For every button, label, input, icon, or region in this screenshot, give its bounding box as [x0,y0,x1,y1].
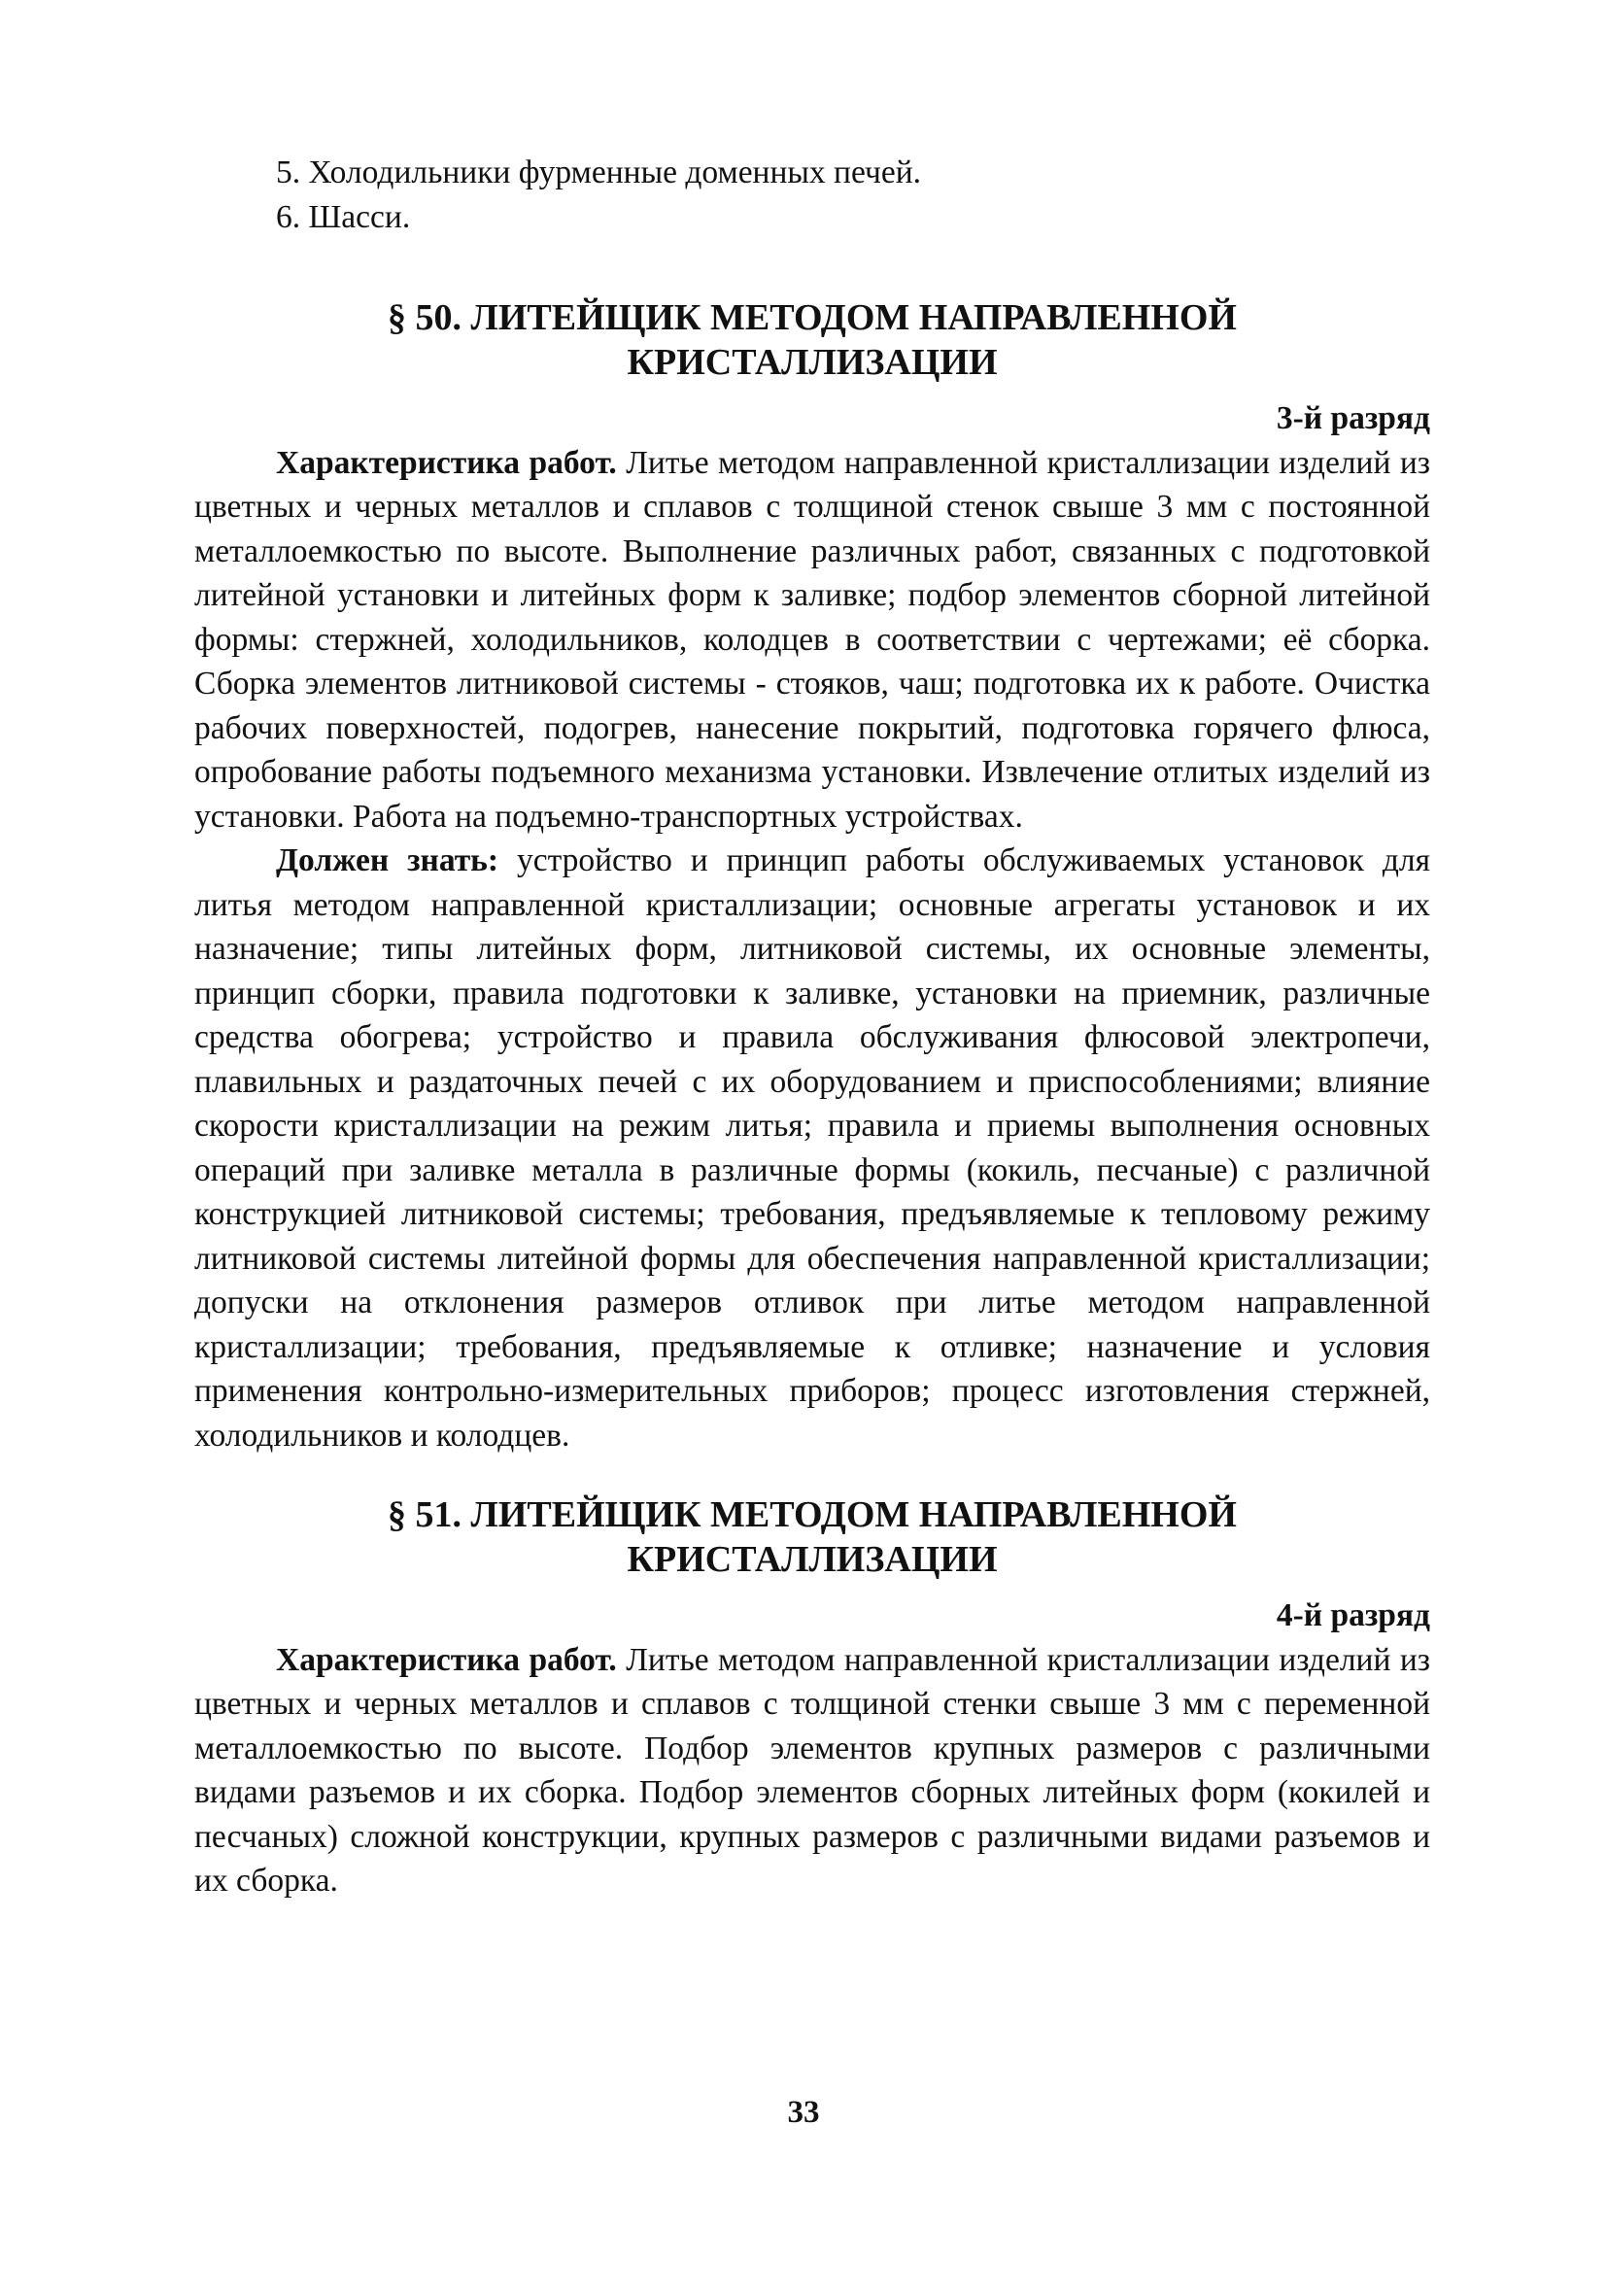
characteristics-text: Литье методом направленной кристаллизации изделий из цветных и черных металлов и сплавов с толщиной стенок свыше 3 мм с постоянной металлоемкостью по высоте. Выполнение различных работ, связанных с подготовкой литейной установки и литейных форм к заливке; подбор элементов сборной литейной формы: стержней, холодильников, колодцев в соответствии с чертежами; её сборка. Сборка элементов литниковой системы - стояков, чаш; подготовка их к работе. Очистка рабочих поверхностей, подогрев, нанесение покрытий, подготовка горячего флюса, опробование работы подъемного механизма установки. Извлечение отлитых изделий из установки. Работа на подъемно-транспортных устройствах. [194,444,1430,835]
knowledge-text: устройство и принцип работы обслуживаемых установок для литья методом направленной кристаллизации; основные агрегаты установок и их назначение; типы литейных форм, литниковой системы, их основные элементы, принцип сборки, правила подготовки к заливке, установки на приемник, различные средства обогрева; устройство и правила обслуживания флюсовой электропечи, плавильных и раздаточных печей с их оборудованием и приспособлениями; влияние скорости кристаллизации на режим литья; правила и приемы выполнения основных операций при заливке металла в различные формы (кокиль, песчаные) с различной конструкцией литниковой системы; требования, предъявляемые к тепловому режиму литниковой системы литейной формы для обеспечения направленной кристаллизации; допуски на отклонения размеров отливок при литье методом направленной кристаллизации; требования, предъявляемые к отливке; назначение и условия применения контрольно-измерительных приборов; процесс изготовления стержней, холодильников и колодцев. [194,842,1430,1454]
section-title-line: КРИСТАЛЛИЗАЦИИ [627,1539,998,1580]
characteristics-label: Характеристика работ. [276,444,617,481]
section-51-characteristics [194,1638,1430,1903]
section-title-line: § 51. ЛИТЕЙЩИК МЕТОДОМ НАПРАВЛЕННОЙ [388,1494,1237,1535]
section-title-line: § 50. ЛИТЕЙЩИК МЕТОДОМ НАПРАВЛЕННОЙ [388,297,1237,338]
characteristics-text: Литье методом направленной кристаллизации изделий из цветных и черных металлов и сплавов с толщиной стенки свыше 3 мм с переменной металлоемкостью по высоте. Подбор элементов крупных размеров с различными видами разъемов и их сборка. Подбор элементов сборных литейных форм (кокилей и песчаных) сложной конструкции, крупных размеров с различными видами разъемов и их сборка. [194,1641,1430,1899]
section-50-grade: 3-й разряд [1276,400,1430,436]
page-number: 33 [787,2095,820,2130]
list-item: 5. Холодильники фурменные доменных печей. [276,154,922,190]
section-50-title [194,295,1430,385]
list-item: 6. Шасси. [276,198,411,235]
page-content [194,151,1430,1903]
knowledge-label: Должен знать: [276,842,499,878]
section-title-line: КРИСТАЛЛИЗАЦИИ [627,342,998,383]
section-51-title [194,1492,1430,1582]
characteristics-label: Характеристика работ. [276,1641,617,1678]
section-51-grade: 4-й разряд [1276,1597,1430,1633]
section-50-characteristics [194,441,1430,840]
section-50-knowledge [194,839,1430,1457]
